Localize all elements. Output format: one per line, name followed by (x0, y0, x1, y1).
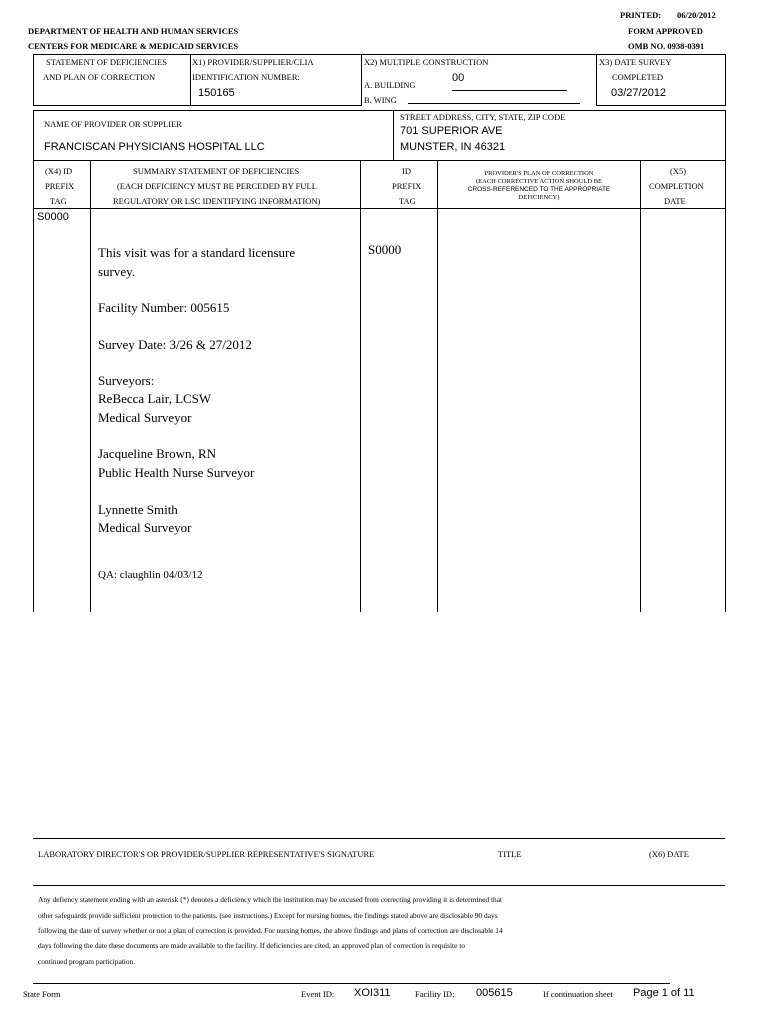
facility-id-label: Facility ID: (415, 989, 455, 999)
x5-label: (X5) (670, 166, 687, 176)
plan-header-line4: DEFICIENCY) (518, 194, 560, 201)
surveyor-name: Lynnette Smith (98, 502, 178, 517)
id-label: ID (402, 166, 411, 176)
left-prefix-tag: S0000 (37, 211, 69, 223)
printed-date: 06/20/2012 (677, 10, 716, 20)
address-label: STREET ADDRESS, CITY, STATE, ZIP CODE (400, 112, 566, 122)
facility-number-line: Facility Number: 005615 (98, 300, 230, 315)
qa-line: QA: claughlin 04/03/12 (98, 569, 203, 581)
statement-label: STATEMENT OF DEFICIENCIES (46, 57, 168, 67)
summary-line: survey. (98, 264, 136, 279)
plan-label: AND PLAN OF CORRECTION (43, 72, 156, 82)
wing-label: B. WING (364, 95, 397, 105)
building-label: A. BUILDING (364, 80, 416, 90)
centers-title: CENTERS FOR MEDICARE & MEDICAID SERVICES (28, 41, 239, 51)
address-line2: MUNSTER, IN 46321 (400, 141, 506, 153)
page-number: Page 1 of 11 (633, 987, 695, 999)
continuation-label: If continuation sheet (543, 989, 613, 999)
summary-header-line1: SUMMARY STATEMENT OF DEFICIENCIES (133, 166, 300, 176)
date-label: DATE (664, 196, 686, 206)
id-tag-label: TAG (399, 196, 416, 206)
date-survey-label: X3) DATE SURVEY (599, 57, 672, 67)
provider-name-label: NAME OF PROVIDER OR SUPPLIER (44, 119, 182, 129)
summary-header-line2: (EACH DEFICIENCY MUST BE PERCEDED BY FULL (117, 181, 317, 191)
building-value: 00 (452, 72, 465, 84)
disclaimer-line: other safeguards provide sufficient protection to the patients. (see instructions.) Except for nursing homes, the findings stated above are disclosable 90 days (38, 911, 498, 920)
disclaimer-line: Any defiency statement ending with an asterisk (*) denotes a deficiency which the institution may be excused from correcting providing it is determined that (38, 895, 503, 904)
multiple-construction-label: X2) MULTIPLE CONSTRUCTION (364, 57, 489, 67)
signature-label: LABORATORY DIRECTOR'S OR PROVIDER/SUPPLIER REPRESENTATIVE'S SIGNATURE (38, 849, 375, 859)
title-label: TITLE (498, 849, 522, 859)
facility-id-value: 005615 (476, 987, 513, 999)
date-survey-value: 03/27/2012 (611, 87, 667, 99)
provider-id-value: 150165 (198, 87, 235, 99)
completion-label: COMPLETION (649, 181, 704, 191)
printed-label: PRINTED: (620, 10, 662, 20)
plan-header-line3: CROSS-REFERENCED TO THE APPROPRIATE (467, 186, 611, 193)
surveyor-name: Jacqueline Brown, RN (98, 446, 217, 461)
provider-id-label: X1) PROVIDER/SUPPLIER/CLIA (192, 57, 314, 67)
survey-date-line: Survey Date: 3/26 & 27/2012 (98, 337, 252, 352)
department-title: DEPARTMENT OF HEALTH AND HUMAN SERVICES (28, 26, 239, 36)
plan-header-line1: PROVIDER'S PLAN OF CORRECTION (484, 170, 594, 177)
surveyors-heading: Surveyors: (98, 373, 155, 388)
plan-header-line2: (EACH CORRECTIVE ACTION SHOULD BE (475, 178, 603, 185)
right-prefix-tag: S0000 (368, 242, 402, 257)
x6-date-label: (X6) DATE (649, 849, 689, 859)
identification-label: IDENTIFICATION NUMBER: (192, 72, 300, 82)
x4-tag-label: TAG (50, 196, 67, 206)
id-prefix-label: PREFIX (392, 181, 422, 191)
disclaimer-line: days following the date these documents are made available to the facility. If deficiencies are cited, an approved plan of correction is requisite to (38, 941, 465, 950)
omb-number: OMB NO. 0938-0391 (628, 41, 705, 51)
event-id-value: XOI311 (354, 987, 391, 999)
disclaimer-line: following the date of survey whether or not a plan of correction is provided. For nursing homes, the above findings and plans of correction are disclosable 14 (38, 926, 503, 935)
event-id-label: Event ID: (301, 989, 335, 999)
summary-line: This visit was for a standard licensure (98, 245, 296, 260)
surveyor-role: Medical Surveyor (98, 520, 192, 535)
form-approved: FORM APPROVED (628, 26, 703, 36)
x4-prefix-label: PREFIX (45, 181, 75, 191)
summary-header-line3: REGULATORY OR LSC IDENTIFYING INFORMATION) (113, 196, 321, 206)
surveyor-name: ReBecca Lair, LCSW (98, 391, 212, 406)
completed-label: COMPLETED (612, 72, 663, 82)
surveyor-role: Medical Surveyor (98, 410, 192, 425)
state-form-label: State Form (23, 989, 61, 999)
x4-id-label: (X4) ID (45, 166, 73, 176)
address-line1: 701 SUPERIOR AVE (400, 125, 503, 137)
disclaimer-line: continued program participation. (38, 957, 136, 966)
provider-name-value: FRANCISCAN PHYSICIANS HOSPITAL LLC (44, 141, 265, 153)
surveyor-role: Public Health Nurse Surveyor (98, 465, 255, 480)
